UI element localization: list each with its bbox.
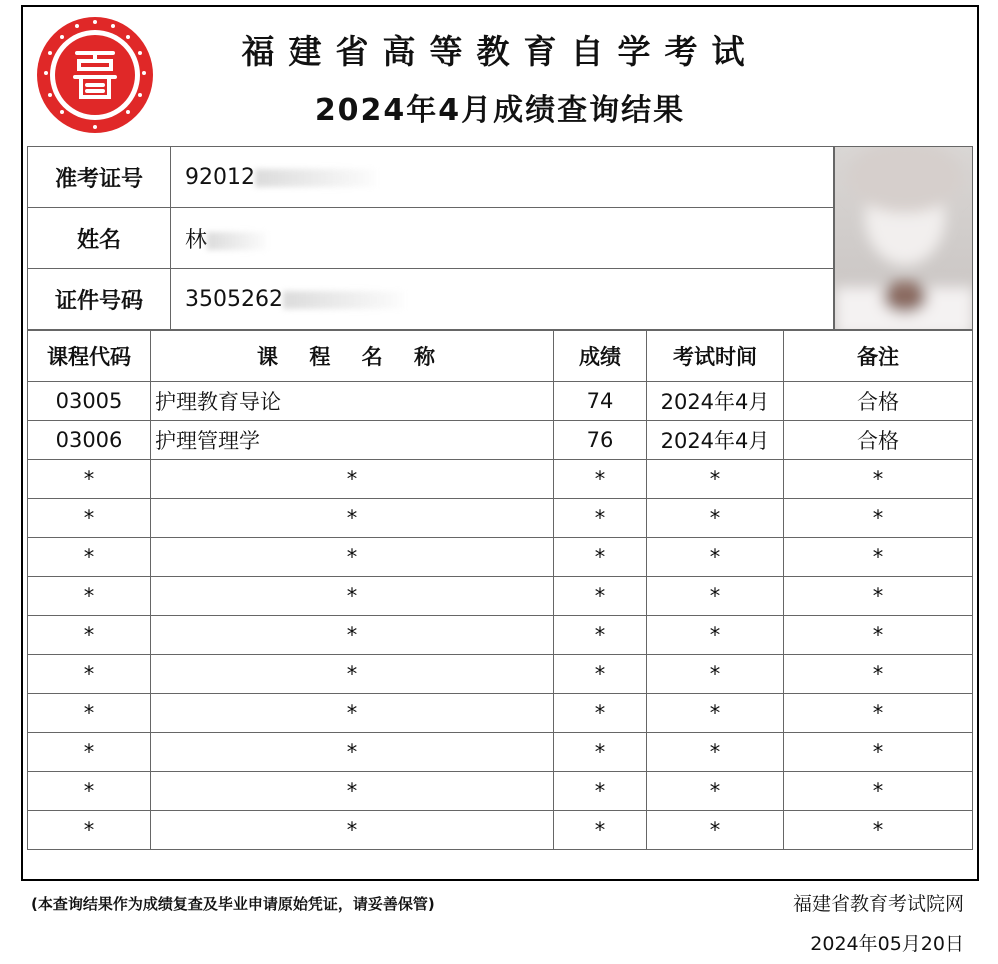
redaction-blur — [207, 232, 267, 250]
page-title: 福建省高等教育自学考试 — [241, 32, 759, 71]
score: * — [554, 577, 647, 616]
course-name: * — [151, 499, 554, 538]
course-name: * — [151, 460, 554, 499]
col-header-course-name: 课 程 名 称 — [151, 331, 554, 382]
course-name: * — [151, 694, 554, 733]
score: * — [554, 538, 647, 577]
course-code: * — [28, 733, 151, 772]
score: * — [554, 655, 647, 694]
score: * — [554, 772, 647, 811]
exam-time: * — [647, 499, 784, 538]
remark: * — [784, 499, 973, 538]
course-code: 03005 — [28, 382, 151, 421]
course-code: * — [28, 811, 151, 850]
exam-time: * — [647, 733, 784, 772]
exam-time: 2024年4月 — [647, 382, 784, 421]
col-header-score: 成绩 — [554, 331, 647, 382]
remark: 合格 — [784, 421, 973, 460]
col-header-remark: 备注 — [784, 331, 973, 382]
course-code: * — [28, 655, 151, 694]
footer-note: (本查询结果作为成绩复查及毕业申请原始凭证，请妥善保管) — [31, 895, 435, 913]
issuer-name: 福建省教育考试院网 — [792, 893, 964, 915]
id-number-row — [28, 269, 834, 330]
course-code: * — [28, 499, 151, 538]
candidate-info-table — [27, 146, 834, 330]
remark: * — [784, 616, 973, 655]
course-name: * — [151, 616, 554, 655]
exam-time: * — [647, 772, 784, 811]
table-row — [28, 616, 973, 655]
remark: * — [784, 733, 973, 772]
course-code: * — [28, 694, 151, 733]
remark: * — [784, 577, 973, 616]
exam-time: * — [647, 460, 784, 499]
course-code: * — [28, 538, 151, 577]
exam-authority-seal-icon — [33, 13, 157, 137]
name-label: 姓名 — [28, 208, 171, 269]
course-name: * — [151, 538, 554, 577]
remark: 合格 — [784, 382, 973, 421]
course-code: * — [28, 772, 151, 811]
course-name: * — [151, 811, 554, 850]
score: * — [554, 733, 647, 772]
course-code: * — [28, 616, 151, 655]
scores-table — [27, 330, 973, 850]
table-row — [28, 460, 973, 499]
remark: * — [784, 694, 973, 733]
remark: * — [784, 538, 973, 577]
redaction-blur — [283, 291, 403, 309]
name-row — [28, 208, 834, 269]
score: * — [554, 694, 647, 733]
exam-time: * — [647, 655, 784, 694]
course-code: 03006 — [28, 421, 151, 460]
remark: * — [784, 460, 973, 499]
candidate-photo — [834, 146, 973, 330]
table-row — [28, 772, 973, 811]
course-code: * — [28, 460, 151, 499]
name-cell — [171, 208, 834, 269]
col-header-course-code: 课程代码 — [28, 331, 151, 382]
table-row — [28, 694, 973, 733]
table-row — [28, 499, 973, 538]
name-value: 林 — [185, 227, 208, 253]
table-row — [28, 733, 973, 772]
score: 76 — [554, 421, 647, 460]
score: * — [554, 616, 647, 655]
page-subtitle: 2024年4月成绩查询结果 — [314, 93, 686, 128]
score: * — [554, 460, 647, 499]
issue-date: 2024年05月20日 — [810, 933, 964, 955]
course-name: * — [151, 577, 554, 616]
id-number-cell — [171, 269, 834, 330]
score: 74 — [554, 382, 647, 421]
col-header-exam-time: 考试时间 — [647, 331, 784, 382]
exam-id-row — [28, 147, 834, 208]
table-header-row — [28, 331, 973, 382]
course-name: 护理管理学 — [151, 421, 554, 460]
remark: * — [784, 655, 973, 694]
score: * — [554, 499, 647, 538]
table-row — [28, 577, 973, 616]
exam-id-value: 92012 — [185, 164, 255, 190]
course-code: * — [28, 577, 151, 616]
exam-time: * — [647, 616, 784, 655]
table-row — [28, 382, 973, 421]
exam-time: * — [647, 694, 784, 733]
course-name: * — [151, 733, 554, 772]
redaction-blur — [255, 169, 375, 187]
course-name: * — [151, 772, 554, 811]
remark: * — [784, 772, 973, 811]
id-number-label: 证件号码 — [28, 269, 171, 330]
exam-id-cell — [171, 147, 834, 208]
exam-time: * — [647, 811, 784, 850]
table-row — [28, 655, 973, 694]
course-name: 护理教育导论 — [151, 382, 554, 421]
exam-time: * — [647, 538, 784, 577]
table-row — [28, 538, 973, 577]
table-row — [28, 811, 973, 850]
course-name: * — [151, 655, 554, 694]
id-number-value: 3505262 — [185, 286, 283, 312]
blurred-portrait-icon — [835, 147, 973, 330]
remark: * — [784, 811, 973, 850]
exam-id-label: 准考证号 — [28, 147, 171, 208]
table-row — [28, 421, 973, 460]
exam-time: 2024年4月 — [647, 421, 784, 460]
exam-time: * — [647, 577, 784, 616]
score: * — [554, 811, 647, 850]
